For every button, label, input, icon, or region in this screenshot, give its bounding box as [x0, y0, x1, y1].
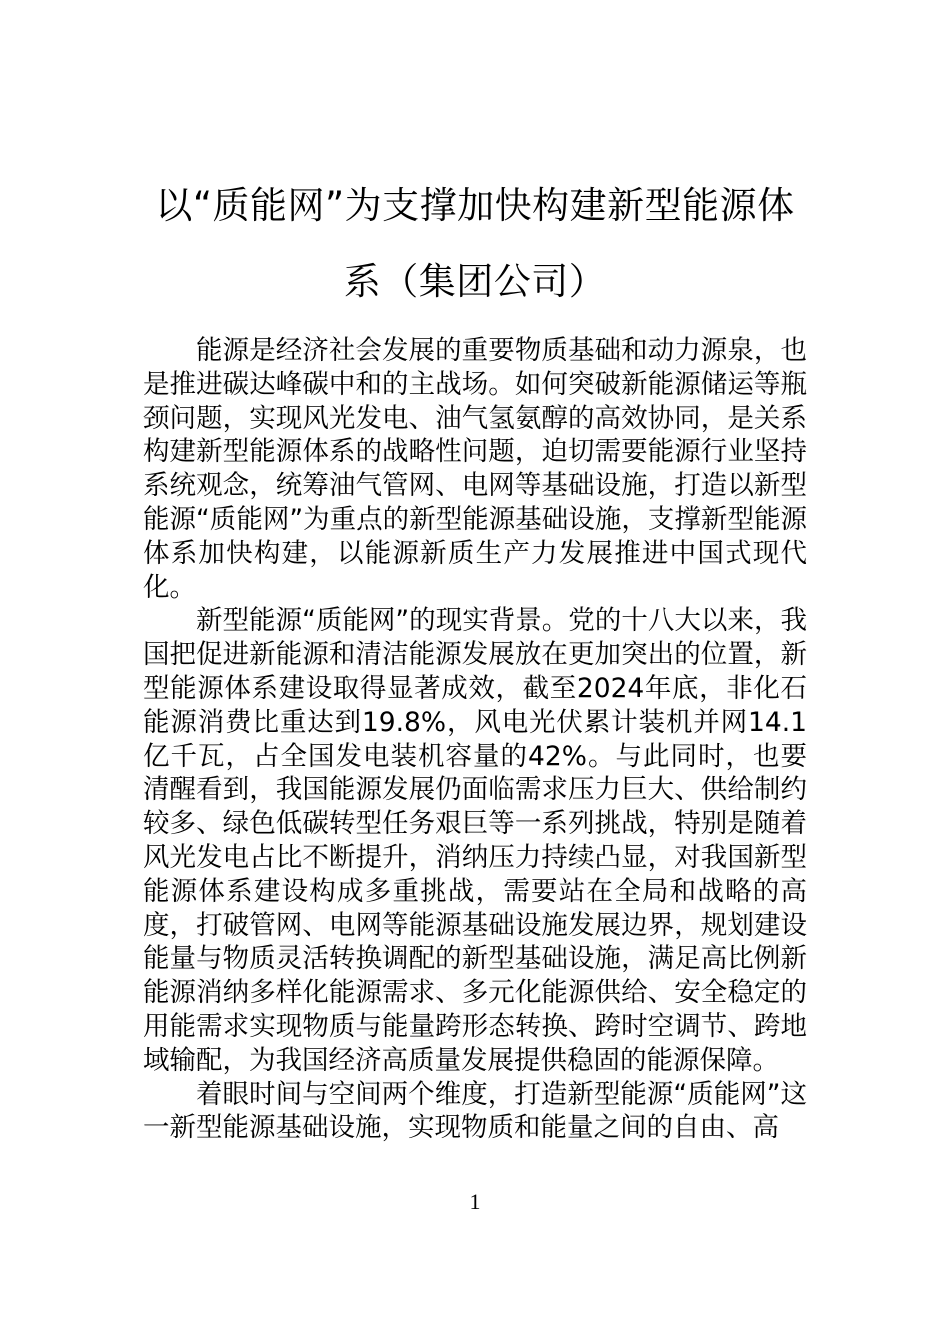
page-number: 1	[469, 1189, 481, 1214]
paragraph-dimensions: 着眼时间与空间两个维度，打造新型能源“质能网”这一新型能源基础设施，实现物质和能量之间的自由、高	[143, 1078, 807, 1144]
document-body	[143, 334, 807, 1145]
paragraph-intro: 能源是经济社会发展的重要物质基础和动力源泉，也是推进碳达峰碳中和的主战场。如何突破新能源储运等瓶颈问题，实现风光发电、油气氢氨醇的高效协同，是关系构建新型能源体系的战略性问题，迫切需要能源行业坚持系统观念，统筹油气管网、电网等基础设施，打造以新型能源“质能网”为重点的新型能源基础设施，支撑新型能源体系加快构建，以能源新质生产力发展推进中国式现代化。	[143, 335, 807, 603]
document-title: 以“质能网”为支撑加快构建新型能源体系（集团公司）	[155, 184, 795, 303]
paragraph-background: 新型能源“质能网”的现实背景。党的十八大以来，我国把促进新能源和清洁能源发展放在更加突出的位置，新型能源体系建设取得显著成效，截至2024年底，非化石能源消费比重达到19.8%，风电光伏累计装机并网14.1亿千瓦，占全国发电装机容量的42%。与此同时，也要清醒看到，我国能源发展仍面临需求压力巨大、供给制约较多、绿色低碳转型任务艰巨等一系列挑战，特别是随着风光发电占比不断提升，消纳压力持续凸显，对我国新型能源体系建设构成多重挑战，需要站在全局和战略的高度，打破管网、电网等能源基础设施发展边界，规划建设能量与物质灵活转换调配的新型基础设施，满足高比例新能源消纳多样化能源需求、多元化能源供给、安全稳定的用能需求实现物质与能量跨形态转换、跨时空调节、跨地域输配，为我国经济高质量发展提供稳固的能源保障。	[143, 605, 807, 1076]
